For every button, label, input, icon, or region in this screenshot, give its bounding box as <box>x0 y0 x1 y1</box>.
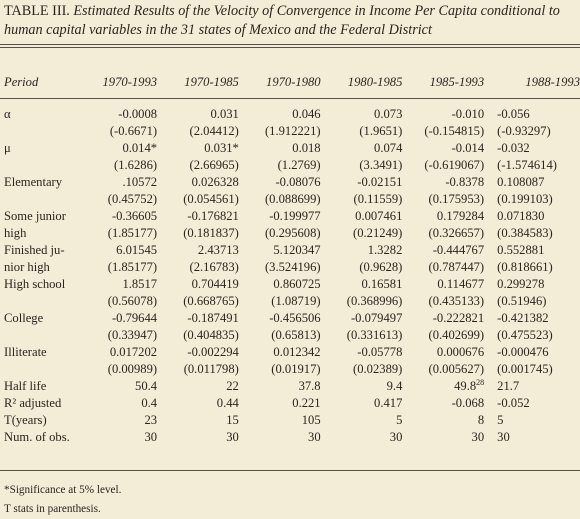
table-cell: 0.026328 <box>191 175 239 189</box>
row-label: T(years) <box>4 413 47 427</box>
table-cell: (0.326657) <box>428 226 485 240</box>
table-cell: -0.0008 <box>118 107 158 121</box>
table-cell: -0.05778 <box>357 345 403 359</box>
table-row <box>0 327 580 344</box>
table-cell: 30 <box>389 430 403 444</box>
table-row <box>0 259 580 276</box>
table-cell: 0.860725 <box>273 277 321 291</box>
row-label: Half life <box>4 379 47 393</box>
table-cell: 0.014* <box>122 141 158 155</box>
table-cell: 23 <box>144 413 158 427</box>
table-row <box>0 106 580 123</box>
table-cell: 5.120347 <box>273 243 321 257</box>
table-cell: 0.031 <box>210 107 239 121</box>
table-cell: (2.04412) <box>189 124 239 138</box>
table-cell: (0.11559) <box>353 192 403 206</box>
header-col: 1980-1985 <box>347 75 403 89</box>
table-cell: 1.8517 <box>122 277 158 291</box>
table-cell: (1.08719) <box>271 294 321 308</box>
table-cell: (0.402699) <box>428 328 485 342</box>
note-tstats: T stats in parenthesis. <box>4 503 101 515</box>
table-cell: (3.524196) <box>264 260 321 274</box>
table-cell: (3.3491) <box>359 158 403 172</box>
table-cell: (0.404835) <box>183 328 239 342</box>
table-row <box>0 157 580 174</box>
table-cell: 0.046 <box>292 107 321 121</box>
table-cell: -0.02151 <box>357 175 403 189</box>
table-cell: 5 <box>497 413 504 427</box>
table-cell: 0.007461 <box>355 209 403 223</box>
table-cell: 2.43713 <box>197 243 239 257</box>
table-cell: -0.79644 <box>111 311 158 325</box>
table-cell: 0.179284 <box>436 209 485 223</box>
table-row <box>0 344 580 361</box>
table-cell: 22 <box>226 379 239 393</box>
table-cell: (-0.6671) <box>109 124 158 138</box>
table-cell: 0.031* <box>204 141 239 155</box>
table-cell: 1.3282 <box>367 243 403 257</box>
table-cell: -0.010 <box>451 107 485 121</box>
table-cell: 37.8 <box>298 379 321 393</box>
table-cell: -0.222821 <box>432 311 485 325</box>
table-cell: 50.4 <box>135 379 158 393</box>
header-col: 1970-1985 <box>184 75 239 89</box>
table-cell: 0.704419 <box>191 277 239 291</box>
results-table <box>0 73 580 446</box>
row-label <box>0 293 75 310</box>
table-cell: (0.56078) <box>107 294 158 308</box>
table-cell: -0.079497 <box>350 311 403 325</box>
row-label <box>0 157 75 174</box>
table-row <box>0 429 580 446</box>
table-number: TABLE III. <box>4 3 70 19</box>
table-cell: (0.011798) <box>183 362 239 376</box>
bottom-rule <box>0 470 580 471</box>
table-notes <box>4 481 121 519</box>
row-label <box>0 327 75 344</box>
table-cell: (0.21249) <box>353 226 403 240</box>
table-cell: -0.456506 <box>269 311 321 325</box>
table-row <box>0 242 580 259</box>
table-cell: (1.2769) <box>277 158 321 172</box>
row-label: α <box>4 107 11 121</box>
table-cell: 0.4 <box>141 396 158 410</box>
table-cell: 8 <box>477 413 485 427</box>
table-row <box>0 174 580 191</box>
table-cell: -0.36605 <box>111 209 158 223</box>
row-label: Num. of obs. <box>4 430 70 444</box>
table-cell: (-1.574614) <box>497 158 557 172</box>
table-row <box>0 395 580 412</box>
table-cell: 0.017202 <box>109 345 158 359</box>
table-cell: 21.7 <box>497 379 520 393</box>
header-col: 1970-1993 <box>102 75 158 89</box>
table-cell: 0.299278 <box>497 277 545 291</box>
table-cell: 0.16581 <box>361 277 403 291</box>
table-cell: (0.054561) <box>183 192 239 206</box>
row-label: nior high <box>4 260 50 274</box>
table-cell: 9.4 <box>386 379 403 393</box>
table-cell: 6.01545 <box>116 243 158 257</box>
table-cell: 0.108087 <box>497 175 545 189</box>
row-label: College <box>4 311 44 325</box>
table-title: Estimated Results of the Velocity of Convergence in Income Per Capita conditional to human capital variables in the 31 states of Mexico and the Federal District <box>4 3 560 38</box>
header-col: 1970-1980 <box>266 75 321 89</box>
table-cell: .10572 <box>122 175 158 189</box>
table-cell: -0.056 <box>497 107 530 121</box>
table-cell: -0.014 <box>451 141 485 155</box>
table-row <box>0 225 580 242</box>
table-cell: (0.175953) <box>428 192 485 206</box>
table-cell: 0.000676 <box>436 345 485 359</box>
table-cell: -0.187491 <box>187 311 239 325</box>
table-cell: (1.85177) <box>107 260 158 274</box>
table-cell: (1.85177) <box>107 226 158 240</box>
table-cell: (0.435133) <box>428 294 485 308</box>
table-cell: -0.032 <box>497 141 530 155</box>
table-cell: (0.181837) <box>183 226 239 240</box>
table-cell: (0.668765) <box>183 294 239 308</box>
row-label: Elementary <box>4 175 63 189</box>
table-cell: (0.45752) <box>107 192 158 206</box>
table-cell: (1.912221) <box>264 124 321 138</box>
table-cell: (0.368996) <box>346 294 403 308</box>
table-cell: 30 <box>471 430 485 444</box>
table-cell: 15 <box>226 413 239 427</box>
table-cell: (0.295608) <box>264 226 321 240</box>
table-row <box>0 123 580 140</box>
table-cell: -0.068 <box>451 396 485 410</box>
table-cell: 0.417 <box>374 396 403 410</box>
table-cell: (1.6286) <box>114 158 158 172</box>
table-cell: 0.114677 <box>437 277 485 291</box>
table-cell: (-0.619067) <box>424 158 485 172</box>
row-label <box>0 191 75 208</box>
table-cell: (0.787447) <box>428 260 485 274</box>
top-rule-double <box>0 47 580 48</box>
table-cell: (0.9628) <box>359 260 403 274</box>
table-cell: (0.818661) <box>497 260 553 274</box>
header-row <box>0 73 580 98</box>
table-cell: -0.199977 <box>269 209 321 223</box>
header-col: 1988-1993 <box>525 75 580 89</box>
table-row <box>0 276 580 293</box>
table-row <box>0 191 580 208</box>
table-cell: -0.000476 <box>497 345 549 359</box>
table-cell: -0.176821 <box>187 209 239 223</box>
spacer-row <box>0 98 580 106</box>
table-cell: (0.001745) <box>497 362 553 376</box>
table-cell: -0.421382 <box>497 311 549 325</box>
table-cell: (-0.154815) <box>424 124 485 138</box>
row-label <box>0 123 75 140</box>
top-rule <box>0 44 580 45</box>
table-cell: (0.33947) <box>107 328 158 342</box>
table-cell: 0.221 <box>292 396 321 410</box>
table-cell: 0.552881 <box>497 243 545 257</box>
table-cell <box>402 378 484 395</box>
table-cell: 0.012342 <box>273 345 321 359</box>
table-cell: -0.052 <box>497 396 530 410</box>
table-row <box>0 293 580 310</box>
table-row <box>0 208 580 225</box>
header-period: Period <box>4 75 39 89</box>
table-cell: 30 <box>308 430 321 444</box>
table-cell: (0.088699) <box>264 192 321 206</box>
row-label: Illiterate <box>4 345 47 359</box>
cell-value: 49.8 <box>454 379 477 393</box>
table-caption <box>4 2 569 40</box>
row-label: μ <box>4 141 11 155</box>
table-cell: (0.331613) <box>346 328 403 342</box>
table-cell: (1.9651) <box>359 124 403 138</box>
table-cell: (0.475523) <box>497 328 553 342</box>
table-row <box>0 310 580 327</box>
table-cell: -0.002294 <box>187 345 239 359</box>
row-label: high <box>4 226 27 240</box>
table-cell: 5 <box>396 413 403 427</box>
table-row <box>0 378 580 395</box>
table-row <box>0 140 580 157</box>
table-cell: 0.073 <box>374 107 403 121</box>
table-cell: -0.08076 <box>275 175 321 189</box>
table-cell: 30 <box>497 430 510 444</box>
footnote-marker: 28 <box>476 377 485 387</box>
row-label: R² adjusted <box>4 396 62 410</box>
table-cell: (2.16783) <box>189 260 239 274</box>
row-label: Some junior <box>4 209 66 223</box>
table-cell: (0.01917) <box>271 362 321 376</box>
table-cell: -0.444767 <box>432 243 485 257</box>
table-cell: 0.018 <box>292 141 321 155</box>
table-cell: (-0.93297) <box>497 124 551 138</box>
table-cell: 105 <box>301 413 321 427</box>
table-cell: -0.8378 <box>445 175 485 189</box>
table-cell: (0.005627) <box>428 362 485 376</box>
row-label <box>0 361 75 378</box>
table-cell: 0.071830 <box>497 209 545 223</box>
table-row <box>0 412 580 429</box>
table-cell: (0.384583) <box>497 226 553 240</box>
table-cell: (2.66965) <box>189 158 239 172</box>
row-label: Finished ju- <box>4 243 65 257</box>
table-cell: (0.51946) <box>497 294 547 308</box>
table-cell: (0.65813) <box>271 328 321 342</box>
note-significance: *Significance at 5% level. <box>4 484 122 496</box>
table-cell: 0.44 <box>216 396 239 410</box>
header-col: 1985-1993 <box>429 75 485 89</box>
table-cell: 30 <box>144 430 158 444</box>
table-cell: (0.00989) <box>107 362 158 376</box>
row-label: High school <box>4 277 66 291</box>
table-row <box>0 361 580 378</box>
table-cell: 30 <box>226 430 239 444</box>
table-cell: 0.074 <box>374 141 403 155</box>
table-cell: (0.02389) <box>353 362 403 376</box>
table-cell: (0.199103) <box>497 192 553 206</box>
